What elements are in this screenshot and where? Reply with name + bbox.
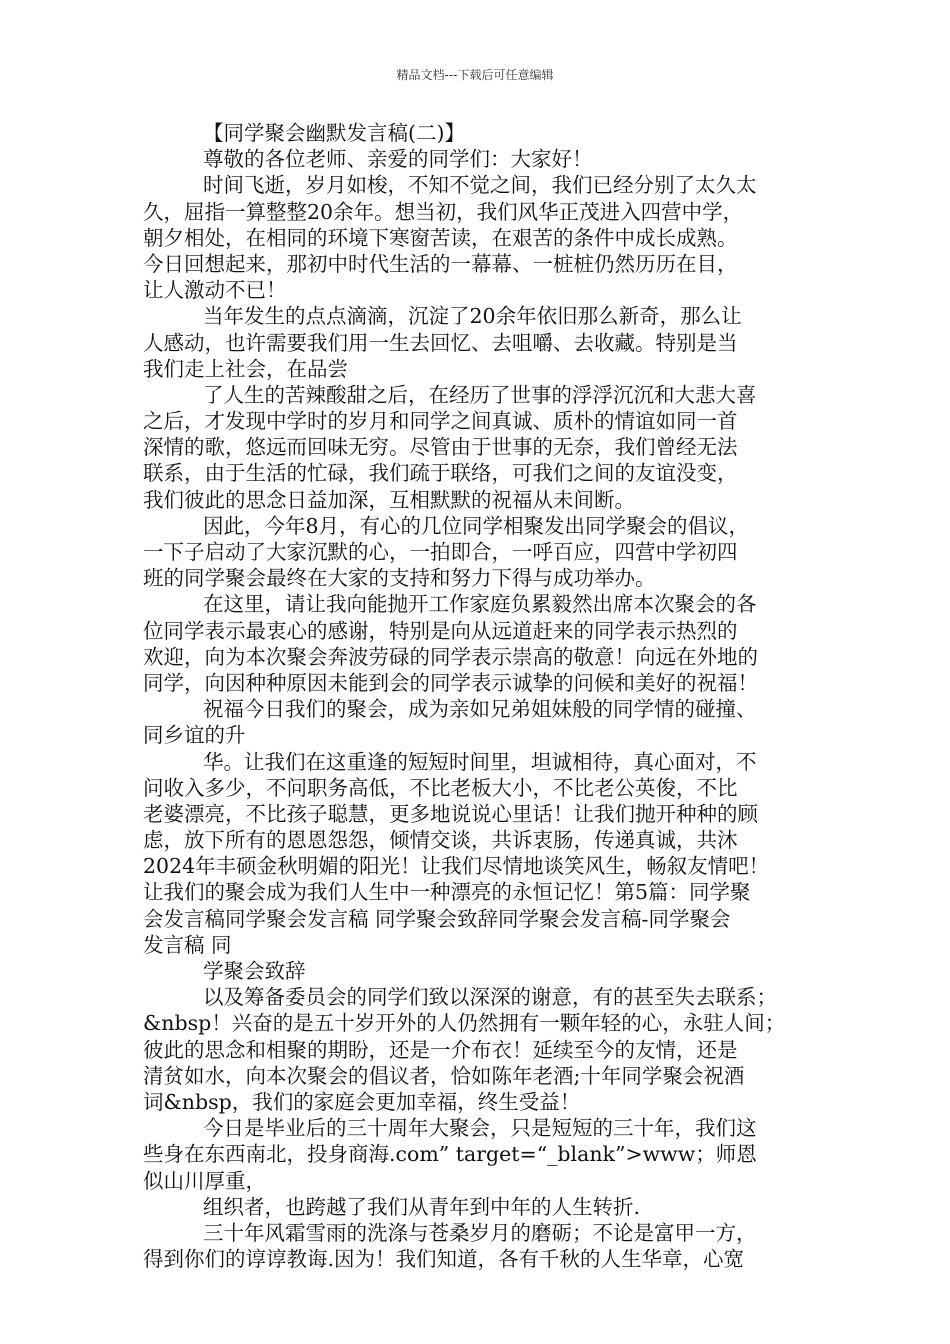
text-line: 让人激动不已！	[143, 278, 287, 303]
page-header: 精品文档---下载后可任意编辑	[396, 68, 554, 82]
text-line: 在这里，请让我向能抛开工作家庭负累毅然出席本次聚会的各	[203, 592, 757, 617]
text-line: 老婆漂亮，不比孩子聪慧，更多地说说心里话！让我们抛开种种的顾	[143, 801, 758, 826]
text-line: 久，屈指一算整整20余年。想当初，我们风华正茂进入四营中学，	[143, 199, 744, 224]
text-line: 朝夕相处，在相同的环境下寒窗苦读，在艰苦的条件中成长成熟。	[143, 225, 738, 250]
text-line: 问收入多少，不问职务高低，不比老板大小，不比老公英俊，不比	[143, 775, 738, 800]
text-line: 一下子启动了大家沉默的心，一拍即合，一呼百应，四营中学初四	[143, 540, 738, 564]
text-line: 些身在东西南北，投身商海.com” target=“_blank”>www；师恩	[143, 1142, 757, 1167]
text-line: 祝福今日我们的聚会，成为亲如兄弟姐妹般的同学情的碰撞、	[203, 697, 757, 722]
text-line: 学聚会致辞	[203, 959, 306, 983]
text-line: 华。让我们在这重逢的短短时间里，坦诚相待，真心面对，不	[203, 749, 757, 774]
text-line: 2024年丰硕金秋明媚的阳光！让我们尽情地谈笑风生，畅叙友情吧！	[143, 854, 770, 879]
document-body	[143, 120, 811, 1272]
text-line: 清贫如水，向本次聚会的倡议者，恰如陈年老酒;十年同学聚会祝酒	[143, 1063, 745, 1088]
text-line: 词&nbsp，我们的家庭会更加幸福，终生受益！	[143, 1089, 581, 1114]
text-line: 了人生的苦辣酸甜之后，在经历了世事的浮浮沉沉和大悲大喜	[203, 382, 757, 407]
text-line: 以及筹备委员会的同学们致以深深的谢意，有的甚至失去联系；	[203, 985, 777, 1010]
text-line: 发言稿 同	[143, 932, 232, 957]
text-line: 让我们的聚会成为我们人生中一种漂亮的永恒记忆！第5篇：同学聚	[143, 880, 751, 905]
text-line: 之后，才发现中学时的岁月和同学之间真诚、质朴的情谊如同一首	[143, 409, 738, 434]
text-line: 虑，放下所有的恩恩怨怨，倾情交谈，共诉衷肠，传递真诚，共沐	[143, 828, 738, 853]
text-line: 联系，由于生活的忙碌，我们疏于联络，可我们之间的友谊没变，	[143, 461, 738, 486]
text-line: 得到你们的谆谆教诲.因为！我们知道，各有千秋的人生华章，心宽	[143, 1247, 745, 1272]
text-line: 今日回想起来，那初中时代生活的一幕幕、一桩桩仍然历历在目，	[143, 251, 738, 276]
text-line: 时间飞逝，岁月如梭，不知不觉之间，我们已经分别了太久太	[203, 173, 757, 198]
text-line: 同学，向因种种原因未能到会的同学表示诚挚的问候和美好的祝福！	[143, 670, 758, 695]
text-line: 似山川厚重，	[143, 1168, 266, 1193]
text-line: 位同学表示最衷心的感谢，特别是向从远道赶来的同学表示热烈的	[143, 618, 738, 643]
text-line: 深情的歌，悠远而回味无穷。尽管由于世事的无奈，我们曾经无法	[143, 435, 738, 460]
text-line: &nbsp！兴奋的是五十岁开外的人仍然拥有一颗年轻的心，永驻人间；	[143, 1011, 786, 1036]
text-line: 当年发生的点点滴滴，沉淀了20余年依旧那么新奇，那么让	[203, 304, 742, 329]
text-line: 组织者，也跨越了我们从青年到中年的人生转折.	[203, 1194, 641, 1219]
text-line: 今日是毕业后的三十周年大聚会，只是短短的三十年，我们这	[203, 1116, 757, 1141]
text-line: 我们彼此的思念日益加深，互相默默的祝福从未间断。	[143, 487, 635, 512]
text-line: 彼此的思念和相聚的期盼，还是一介布衣！延续至今的友情，还是	[143, 1037, 738, 1062]
text-line: 尊敬的各位老师、亲爱的同学们：大家好！	[203, 147, 593, 172]
text-line: 欢迎，向为本次聚会奔波劳碌的同学表示崇高的敬意！向远在外地的	[143, 644, 758, 669]
text-line: 三十年风霜雪雨的洗涤与苍桑岁月的磨砺；不论是富甲一方，	[203, 1220, 757, 1245]
text-line: 我们走上社会，在品尝	[143, 356, 348, 381]
text-line: 【同学聚会幽默发言稿(二)】	[203, 121, 465, 145]
text-line: 班的同学聚会最终在大家的支持和努力下得与成功举办。	[143, 566, 656, 591]
text-line: 会发言稿同学聚会发言稿 同学聚会致辞同学聚会发言稿-同学聚会	[143, 906, 731, 931]
text-line: 同乡谊的升	[143, 723, 246, 748]
text-line: 人感动，也许需要我们用一生去回忆、去咀嚼、去收藏。特别是当	[143, 330, 738, 355]
text-line: 因此，今年8月，有心的几位同学相聚发出同学聚会的倡议，	[203, 513, 750, 538]
